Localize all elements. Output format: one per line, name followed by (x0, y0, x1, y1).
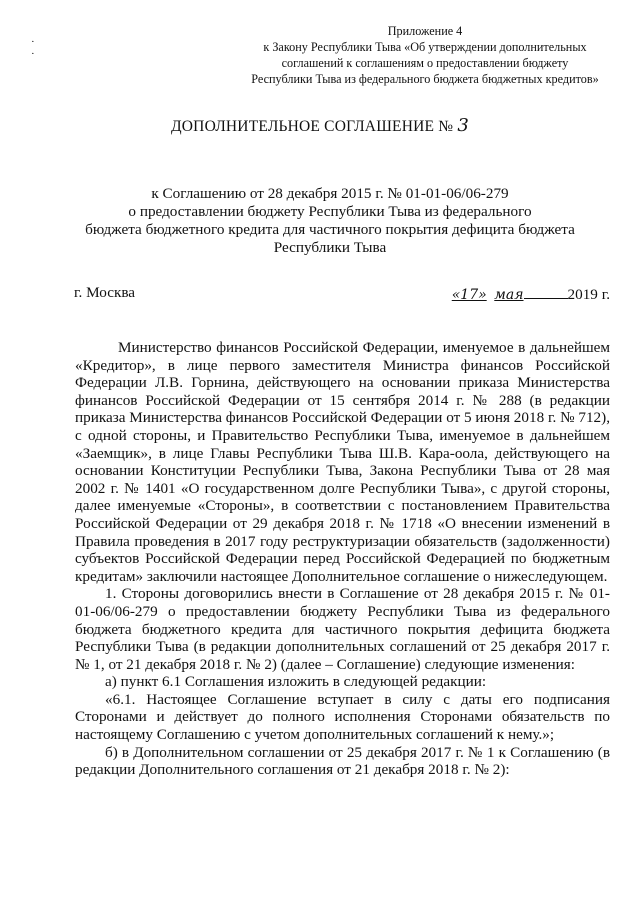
reference-line-1: к Соглашению от 28 декабря 2015 г. № 01-01-06/06-279 (151, 185, 509, 202)
reference-line-2: о предоставлении бюджету Республики Тыва из федерального (128, 203, 532, 220)
date (452, 284, 610, 304)
reference-line-3: бюджета бюджетного кредита для частичного покрытия дефицита бюджета (85, 221, 575, 238)
agreement-body (75, 339, 610, 779)
clause-6-1-quote: «6.1. Настоящее Соглашение вступает в силу с даты его подписания Сторонами и действует до полного исполнения Сторонами обязательств по настоящему Соглашению с учетом дополнительных соглашений к нему.»; (75, 690, 610, 744)
reference-line-4: Республики Тыва (273, 239, 387, 256)
clause-1-paragraph: 1. Стороны договорились внести в Соглашение от 28 декабря 2015 г. № 01-01-06/06-279 о предоставлении бюджету Республики Тыва из федерального бюджета бюджетного кредита для частичного покрытия дефицита бюджета Республики Тыва (в редакции дополнительных соглашений от 25 декабря 2017 г. № 1, от 21 декабря 2018 г. № 2) (далее – Соглашение) следующие изменения: (75, 585, 610, 673)
appendix-header (250, 23, 600, 87)
appendix-line-2: к Закону Республики Тыва «Об утверждении дополнительных (263, 40, 587, 54)
date-day-handwritten: «17» (451, 287, 487, 303)
date-year: 2019 г. (567, 286, 610, 303)
date-blank-line (524, 284, 568, 299)
agreement-reference (50, 185, 610, 257)
document-number-handwritten: 3 (457, 115, 469, 136)
appendix-line-3: соглашений к соглашениям о предоставлении бюджету (281, 56, 569, 70)
preamble-paragraph: Министерство финансов Российской Федерации, именуемое в дальнейшем «Кредитор», в лице первого заместителя Министра финансов Российской Федерации Л.В. Горнина, действующего на основании приказа Министерства финансов Российской Федерации от 15 сентября 2014 г. № 288 (в редакции приказа Министерства финансов Российской Федерации от 5 июня 2018 г. № 712), с одной стороны, и Правительство Республики Тыва, именуемое в дальнейшем «Заемщик», в лице Главы Республики Тыва Ш.В. Кара-оола, действующего на основании Конституции Республики Тыва, Закона Республики Тыва от 28 мая 2002 г. № 1401 «О государственном долге Республики Тыва», с другой стороны, далее именуемые «Стороны», в соответствии с постановлением Правительства Российской Федерации от 29 декабря 2018 г. № 1718 «О внесении изменений в Правила проведения в 2017 году реструктуризации обязательств (задолженности) субъектов Российской Федерации перед Российской Федерацией по бюджетным кредитам» заключили настоящее Дополнительное соглашение о нижеследующем. (75, 339, 611, 585)
document-title (0, 115, 640, 136)
appendix-line-1: Приложение 4 (387, 24, 463, 38)
city: г. Москва (74, 284, 136, 301)
scan-margin-mark: · · (31, 36, 35, 60)
document-title-text: ДОПОЛНИТЕЛЬНОЕ СОГЛАШЕНИЕ № (171, 118, 454, 135)
appendix-line-4: Республики Тыва из федерального бюджета бюджетных кредитов» (251, 72, 599, 86)
date-month-handwritten: мая (494, 287, 524, 303)
clause-b-paragraph: б) в Дополнительном соглашении от 25 декабря 2017 г. № 1 к Соглашению (в редакции Дополнительного соглашения от 21 декабря 2018 г. № 2): (75, 743, 610, 779)
clause-a-paragraph: а) пункт 6.1 Соглашения изложить в следующей редакции: (105, 673, 487, 691)
place-date-line (74, 284, 610, 304)
